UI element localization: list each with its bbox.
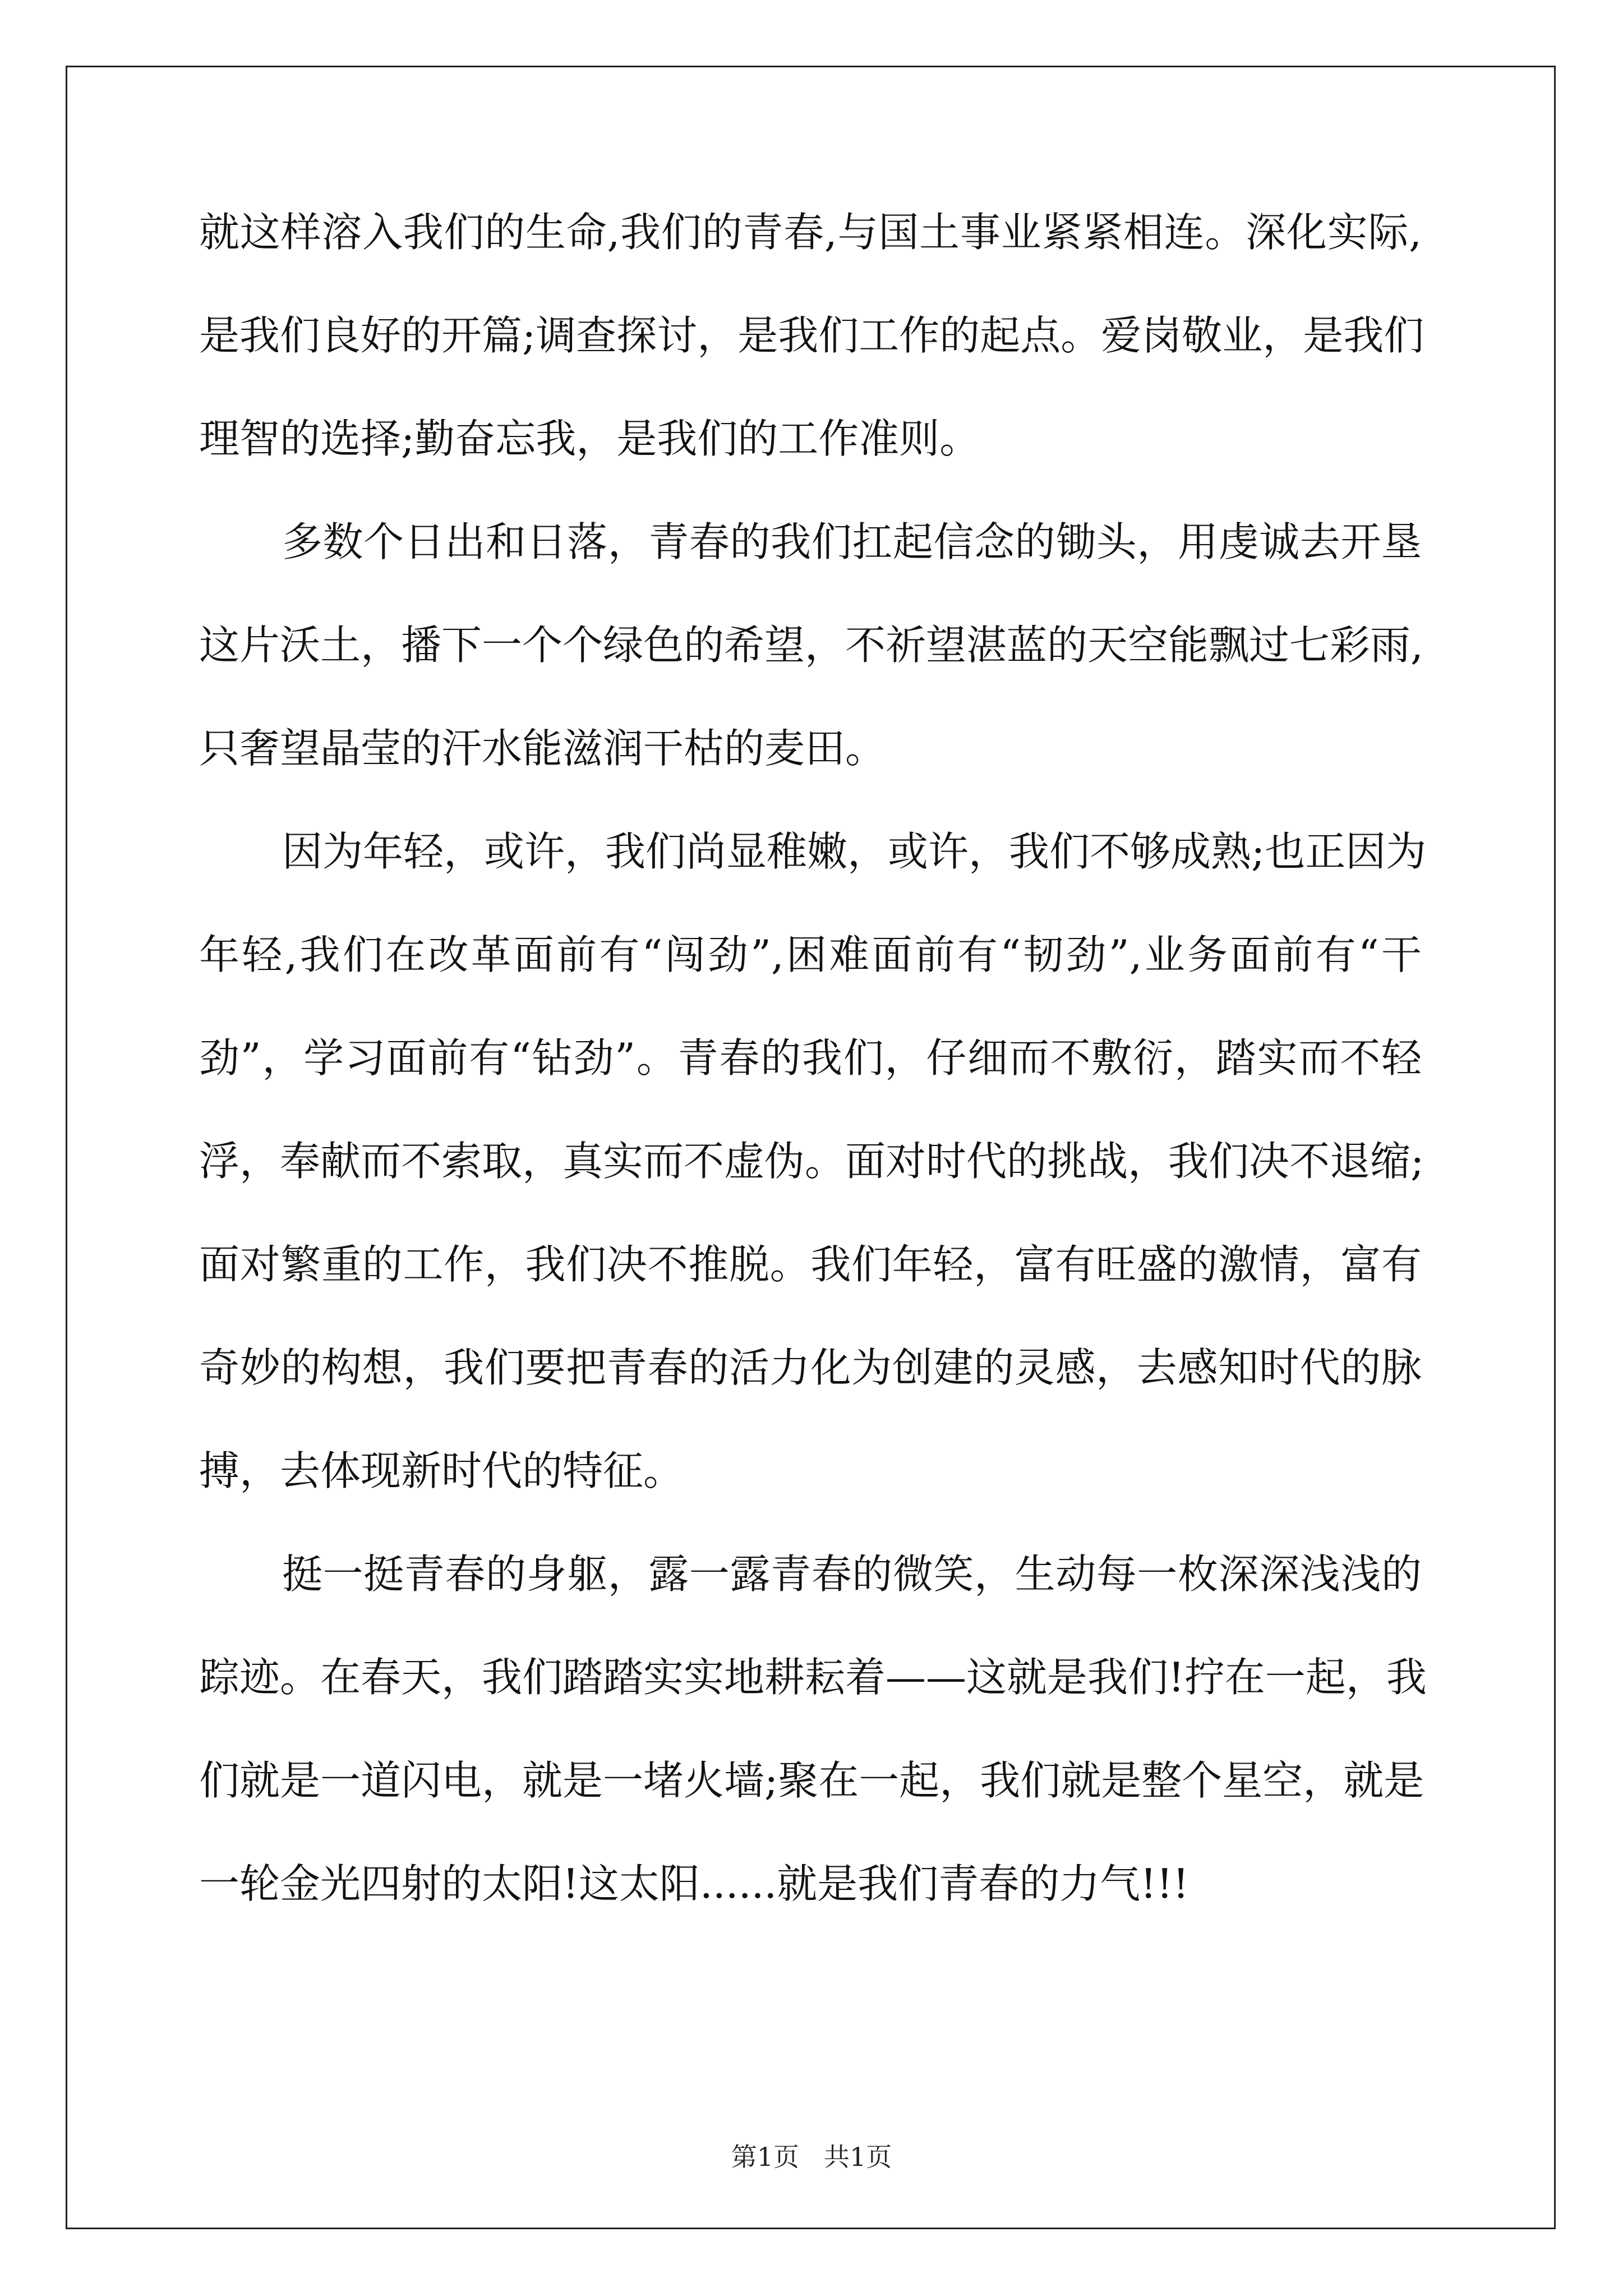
text-line: 就这样溶入我们的生命,我们的青春,与国土事业紧紧相连。深化实际, bbox=[199, 209, 1422, 256]
paragraph-first-line: 挺一挺青春的身躯，露一露青春的微笑，生动每一枚深深浅浅的 bbox=[282, 1550, 1422, 1598]
text-line: 劲”，学习面前有“钻劲”。青春的我们，仔细而不敷衍，踏实而不轻 bbox=[199, 1034, 1422, 1082]
text-line: 们就是一道闪电，就是一堵火墙;聚在一起，我们就是整个星空，就是 bbox=[199, 1757, 1424, 1804]
text-line: 理智的选择;勤奋忘我，是我们的工作准则。 bbox=[199, 415, 980, 462]
text-line: 只奢望晶莹的汗水能滋润干枯的麦田。 bbox=[199, 725, 886, 772]
page-footer bbox=[0, 2143, 1623, 2171]
text-line: 踪迹。在春天，我们踏踏实实地耕耘着——这就是我们!拧在一起，我 bbox=[199, 1654, 1427, 1701]
text-line: 搏，去体现新时代的特征。 bbox=[199, 1447, 684, 1494]
text-line: 一轮金光四射的太阳!这太阳......就是我们青春的力气!!! bbox=[199, 1860, 1189, 1907]
page-number: 第1页 bbox=[731, 2142, 799, 2172]
text-line: 浮，奉献而不索取，真实而不虚伪。面对时代的挑战，我们决不退缩; bbox=[199, 1138, 1424, 1185]
text-line: 面对繁重的工作，我们决不推脱。我们年轻，富有旺盛的激情，富有 bbox=[199, 1241, 1422, 1288]
paragraph-first-line: 多数个日出和日落，青春的我们扛起信念的锄头，用虔诚去开垦 bbox=[282, 518, 1422, 565]
text-line: 是我们良好的开篇;调查探讨，是我们工作的起点。爱岗敬业，是我们 bbox=[199, 312, 1424, 359]
text-line: 这片沃土，播下一个个绿色的希望，不祈望湛蓝的天空能飘过七彩雨, bbox=[199, 622, 1423, 669]
paragraph-first-line: 因为年轻，或许，我们尚显稚嫩，或许，我们不够成熟;也正因为 bbox=[282, 828, 1427, 875]
page-total: 共1页 bbox=[824, 2142, 892, 2172]
text-line: 年轻,我们在改革面前有“闯劲”,困难面前有“韧劲”,业务面前有“干 bbox=[199, 931, 1422, 978]
document-body bbox=[199, 209, 1427, 1967]
text-line: 奇妙的构想，我们要把青春的活力化为创建的灵感，去感知时代的脉 bbox=[199, 1344, 1422, 1391]
